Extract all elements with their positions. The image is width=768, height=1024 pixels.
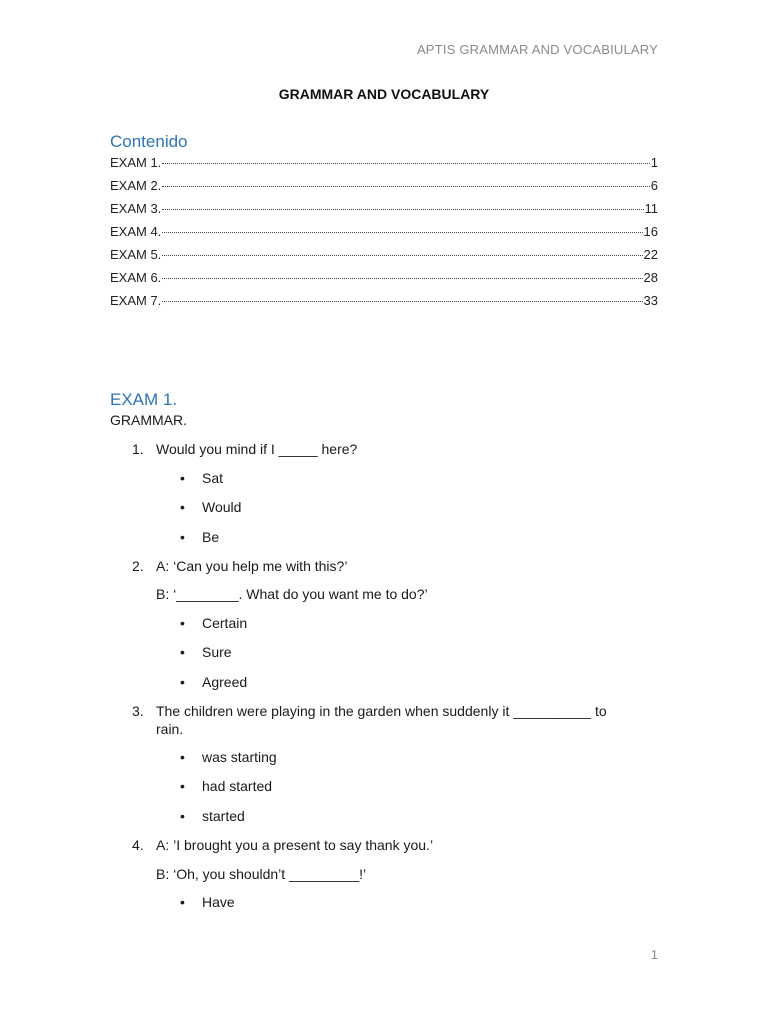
question-number: 3. <box>132 703 144 719</box>
toc-entry[interactable] <box>110 247 658 270</box>
toc-entry[interactable] <box>110 178 658 201</box>
toc-entry-page: 28 <box>643 270 658 285</box>
toc-entry-label: EXAM 3. <box>110 201 162 216</box>
toc-heading: Contenido <box>110 132 188 151</box>
answer-option: • Certain <box>180 615 248 631</box>
question-text: A: ‘Can you help me with this?’ <box>156 558 348 574</box>
bullet-icon: • <box>180 644 185 660</box>
toc-entry-label: EXAM 7. <box>110 293 162 308</box>
answer-option: • Agreed <box>180 674 248 690</box>
toc-entry-page: 11 <box>644 201 658 216</box>
toc-entry[interactable] <box>110 270 658 293</box>
bullet-icon: • <box>180 674 185 690</box>
exam-heading: EXAM 1. <box>110 390 178 409</box>
answer-option: • Be <box>180 529 220 545</box>
toc-leader-dots <box>162 255 642 256</box>
bullet-icon: • <box>180 894 185 910</box>
answer-option: • Would <box>180 499 242 515</box>
question-text: B: ‘________. What do you want me to do?’ <box>156 586 428 602</box>
toc-entry-label: EXAM 2. <box>110 178 162 193</box>
toc-leader-dots <box>162 301 642 302</box>
toc-leader-dots <box>162 278 642 279</box>
answer-option: • Sat <box>180 470 224 486</box>
toc-entry[interactable] <box>110 155 658 178</box>
toc-leader-dots <box>162 163 649 164</box>
toc-entry[interactable] <box>110 201 658 224</box>
question-number: 4. <box>132 837 144 853</box>
toc-entry[interactable] <box>110 224 658 247</box>
bullet-icon: • <box>180 808 185 824</box>
table-of-contents <box>110 155 658 316</box>
question-number: 2. <box>132 558 144 574</box>
page-header: APTIS GRAMMAR AND VOCABIULARY <box>416 42 658 57</box>
bullet-icon: • <box>180 778 185 794</box>
toc-leader-dots <box>162 186 649 187</box>
answer-option: • started <box>180 808 245 824</box>
bullet-icon: • <box>180 499 185 515</box>
answer-option: • Sure <box>180 644 232 660</box>
document-title: GRAMMAR AND VOCABULARY <box>278 86 490 102</box>
toc-entry-label: EXAM 6. <box>110 270 162 285</box>
toc-entry-label: EXAM 5. <box>110 247 162 262</box>
section-subheading: GRAMMAR. <box>110 412 187 428</box>
question-text: rain. <box>156 721 184 737</box>
toc-leader-dots <box>162 232 642 233</box>
bullet-icon: • <box>180 615 185 631</box>
question-text: The children were playing in the garden when suddenly it __________ to <box>156 703 607 719</box>
toc-entry-page: 6 <box>650 178 658 193</box>
question-text: A: ’I brought you a present to say thank you.’ <box>156 837 434 853</box>
toc-entry-page: 33 <box>643 293 658 308</box>
question-text: Would you mind if I _____ here? <box>156 441 358 457</box>
toc-entry-page: 16 <box>643 224 658 239</box>
question-text: B: ‘Oh, you shouldn’t _________!’ <box>156 866 367 882</box>
toc-entry[interactable] <box>110 293 658 316</box>
answer-option: • Have <box>180 894 235 910</box>
answer-option: • had started <box>180 778 273 794</box>
bullet-icon: • <box>180 470 185 486</box>
toc-entry-page: 1 <box>650 155 658 170</box>
bullet-icon: • <box>180 749 185 765</box>
toc-leader-dots <box>162 209 643 210</box>
bullet-icon: • <box>180 529 185 545</box>
question-number: 1. <box>132 441 144 457</box>
toc-entry-label: EXAM 1. <box>110 155 162 170</box>
toc-entry-label: EXAM 4. <box>110 224 162 239</box>
page-number: 1 <box>650 947 658 962</box>
answer-option: • was starting <box>180 749 277 765</box>
toc-entry-page: 22 <box>643 247 658 262</box>
